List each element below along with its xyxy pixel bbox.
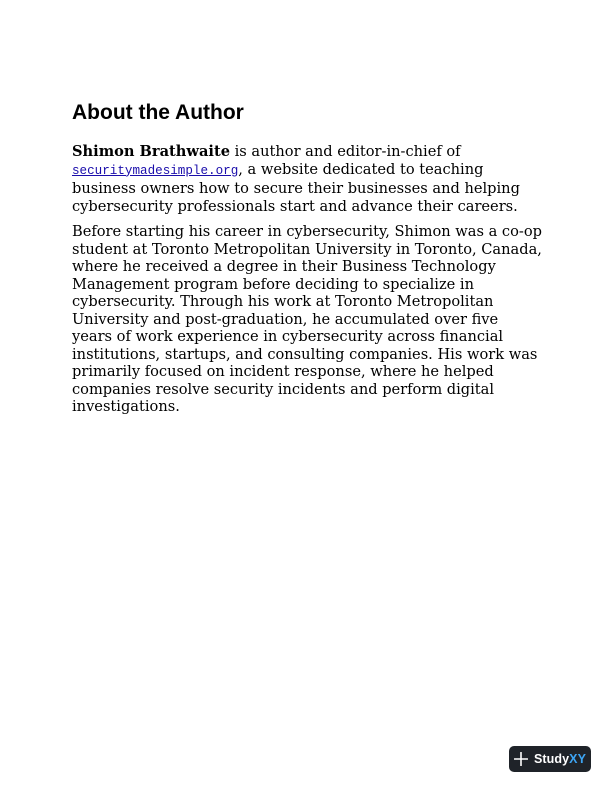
plus-sparkle-icon — [514, 752, 528, 766]
career-paragraph: Before starting his career in cybersecurity, Shimon was a co-op student at Toronto Metropolitan University in Toronto, Canada, where he received a degree in their Business Technology Management program before deciding to specialize in cybersecurity. Through his work at Toronto Metropolitan University and post-graduation, he accumulated over five years of work experience in cybersecurity across financial institutions, startups, and consulting companies. His work was primarily focused on incident response, where he helped companies resolve security incidents and perform digital investigations. — [72, 223, 542, 415]
document-page — [72, 100, 542, 424]
website-link[interactable]: securitymadesimple.org — [72, 163, 239, 178]
intro-paragraph — [72, 143, 542, 215]
badge-brand-main: Study — [533, 752, 570, 766]
intro-text-before-link: is author and editor-in-chief of — [229, 143, 461, 160]
page-title: About the Author — [72, 101, 244, 124]
studyxy-badge[interactable] — [509, 746, 591, 772]
author-name: Shimon Brathwaite — [72, 143, 230, 160]
badge-label — [534, 752, 586, 766]
badge-brand-accent: XY — [569, 752, 587, 766]
intro-text-after-link: , a website dedicated to teaching business owners how to secure their businesses and helping cybersecurity professionals start and advance their careers. — [72, 160, 520, 215]
